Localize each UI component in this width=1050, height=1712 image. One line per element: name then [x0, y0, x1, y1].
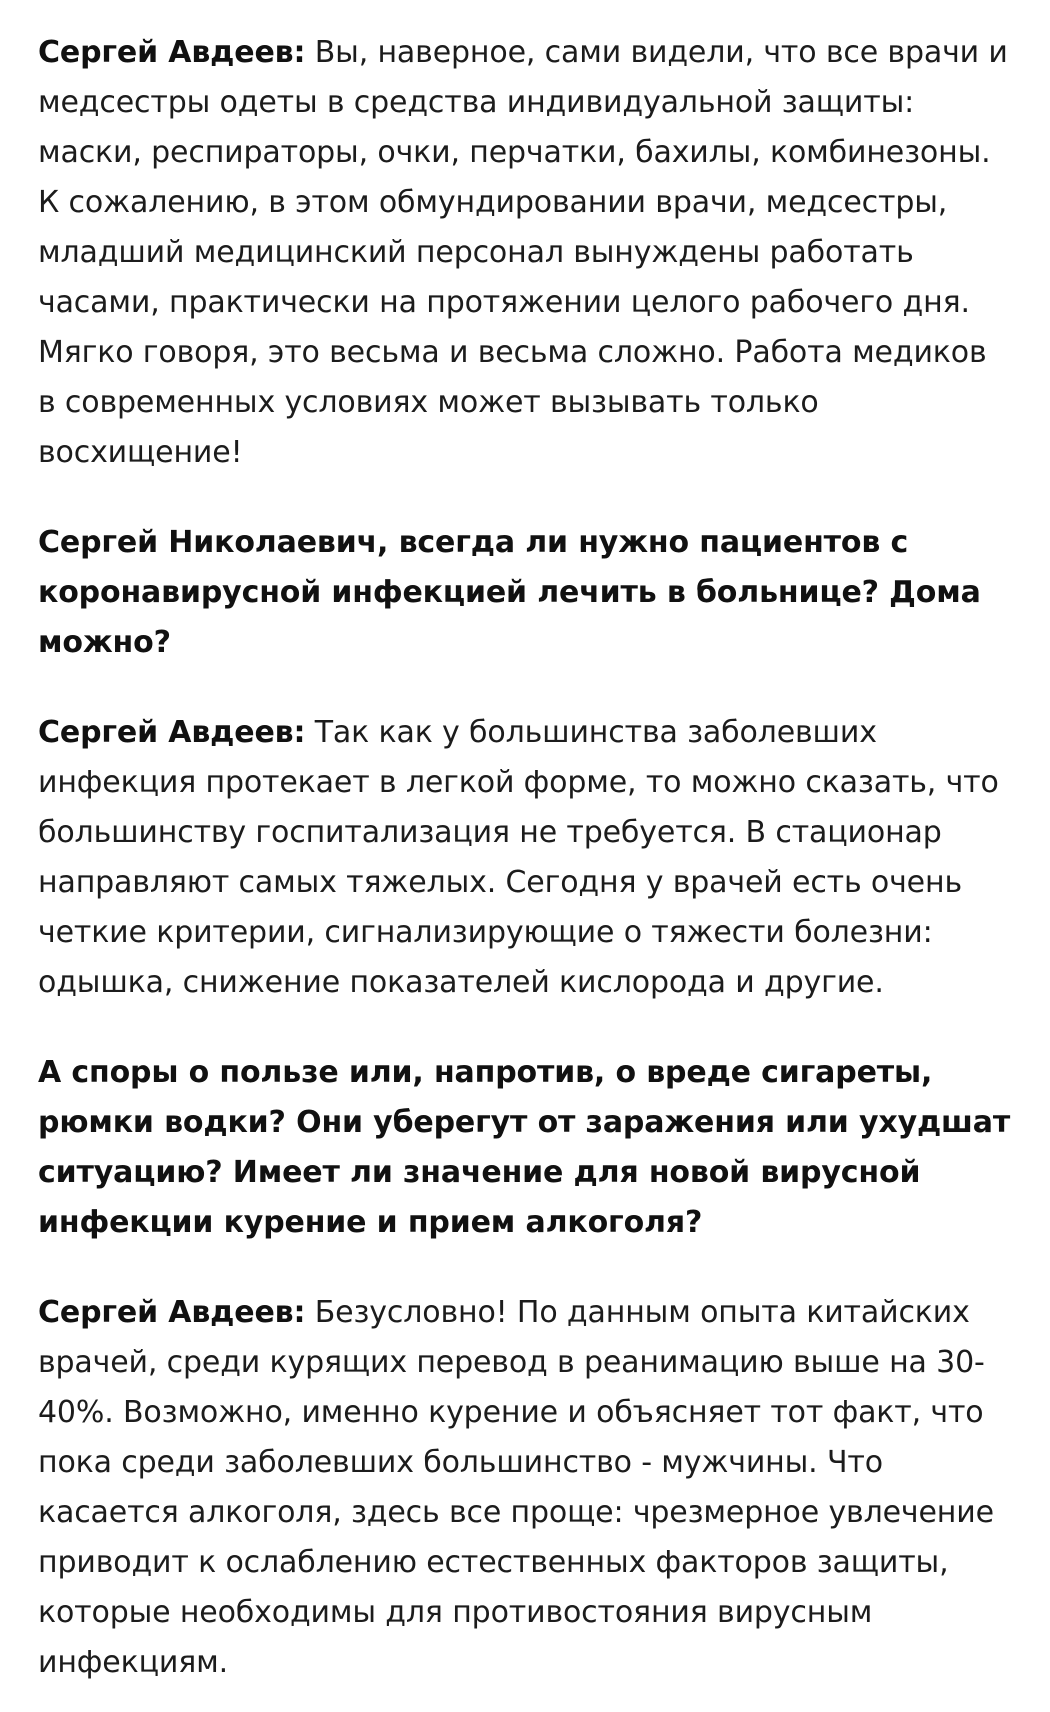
answer-text: Безусловно! По данным опыта китайских врачей, среди курящих перевод в реанимацию выше на 30-40%. Возможно, именно курение и объясняет тот факт, что пока среди заболевших большинство - мужчины. Что касается алкоголя, здесь все проще: чрезмерное увлечение приводит к ослаблению естественных факторов защиты, которые необходимы для противостояния вирусным инфекциям. [38, 1295, 994, 1680]
speaker-name: Сергей Авдеев: [38, 715, 306, 750]
answer-paragraph [38, 708, 1012, 1008]
speaker-name: Сергей Авдеев: [38, 35, 306, 70]
answer-paragraph [38, 28, 1012, 478]
question-paragraph: А споры о пользе или, напротив, о вреде сигареты, рюмки водки? Они уберегут от заражения или ухудшат ситуацию? Имеет ли значение для новой вирусной инфекции курение и прием алкоголя? [38, 1055, 1011, 1240]
answer-text: Так как у большинства заболевших инфекция протекает в легкой форме, то можно сказать, что большинству госпитализация не требуется. В стационар направляют самых тяжелых. Сегодня у врачей есть очень четкие критерии, сигнализирующие о тяжести болезни: одышка, снижение показателей кислорода и другие. [38, 715, 999, 1000]
answer-paragraph [38, 1288, 1012, 1688]
speaker-name: Сергей Авдеев: [38, 1295, 306, 1330]
answer-text: Вы, наверное, сами видели, что все врачи и медсестры одеты в средства индивидуальной защиты: маски, респираторы, очки, перчатки, бахилы, комбинезоны. К сожалению, в этом обмундировании врачи, медсестры, младший медицинский персонал вынуждены работать часами, практически на протяжении целого рабочего дня. Мягко говоря, это весьма и весьма сложно. Работа медиков в современных условиях может вызывать только восхищение! [38, 35, 1008, 470]
question-paragraph: Сергей Николаевич, всегда ли нужно пациентов с коронавирусной инфекцией лечить в больнице? Дома можно? [38, 525, 981, 660]
